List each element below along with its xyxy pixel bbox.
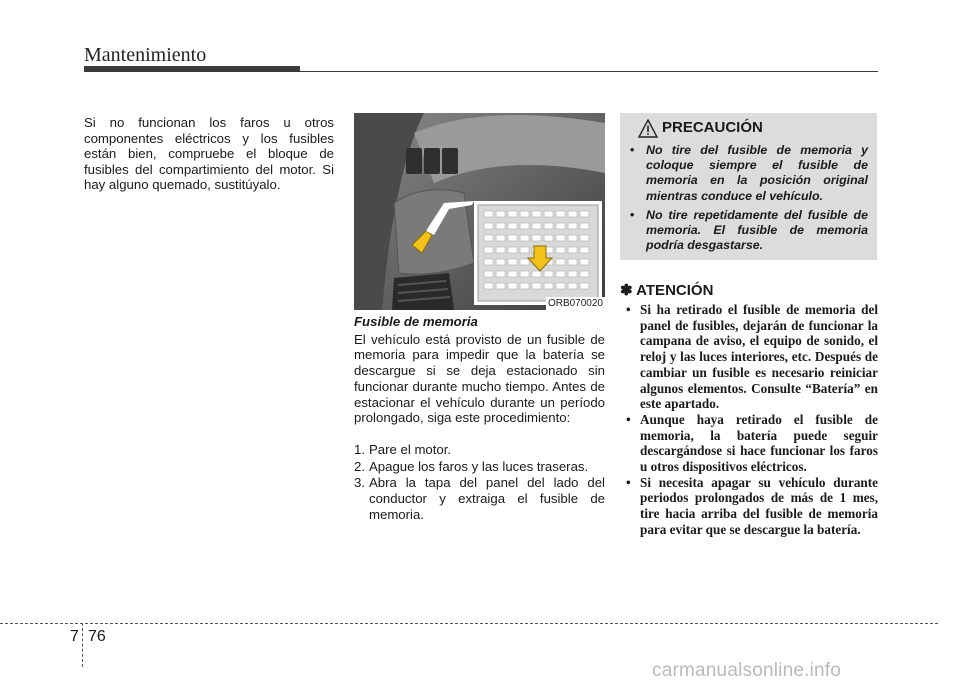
header-bar xyxy=(84,66,300,72)
watermark: carmanualsonline.info xyxy=(652,660,842,681)
intro-paragraph: Si no funcionan los faros u otros componentes eléctricos y los fusibles están bien, compruebe el bloque de fusibles del compartimiento del motor. Si hay alguno quemado, sustitúyalo. xyxy=(84,115,334,193)
header-rule xyxy=(300,71,878,72)
list-item: • Si ha retirado el fusible de memoria del panel de fusibles, dejarán de funcionar la campana de aviso, el equipo de sonido, el reloj y las luces interiores, etc. Después de cambiar un fusible es necesario reiniciar algunos elementos. Consulte “Batería” en este apartado. xyxy=(626,302,878,412)
caution-header xyxy=(638,119,763,138)
footer-rule xyxy=(0,623,938,624)
attention-title: ✽ ATENCIÓN xyxy=(620,282,714,299)
chapter-number: 7 xyxy=(70,628,79,645)
list-item: 1. Pare el motor. xyxy=(354,441,452,457)
caution-title: PRECAUCIÓN xyxy=(662,119,763,136)
memory-fuse-section xyxy=(354,314,605,523)
warning-triangle-icon xyxy=(638,119,658,138)
fuse-panel-illustration xyxy=(354,113,605,310)
footer-divider xyxy=(82,623,83,667)
list-item: 2. Apague los faros y las luces traseras. xyxy=(354,458,589,474)
figure-caption: Fusible de memoria xyxy=(354,314,478,329)
list-item: • Aunque haya retirado el fusible de memoria, la batería puede seguir descargándose si hace funcionar los faros u otros dispositivos eléctricos. xyxy=(626,411,878,475)
list-item: • Si necesita apagar su vehículo durante periodos prolongados de más de 1 mes, tire hacia arriba del fusible de memoria para evitar que se descargue la batería. xyxy=(626,474,878,537)
attention-list xyxy=(620,302,878,538)
memory-fuse-paragraph: El vehículo está provisto de un fusible de memoria para impedir que la batería se descargue si se deja estacionado sin funcionar durante mucho tiempo. Antes de estacionar el vehículo durante un período prolongado, siga este procedimiento: xyxy=(354,331,605,426)
section-title: Mantenimiento xyxy=(84,44,207,66)
caution-box xyxy=(620,113,877,260)
figure-code: ORB070020 xyxy=(547,298,603,309)
list-item: 3. Abra la tapa del panel del lado del conductor y extraiga el fusible de memoria. xyxy=(354,475,605,522)
fuse-panel-photo xyxy=(354,113,605,310)
list-item: • No tire del fusible de memoria y coloque siempre el fusible de memoria en la posición original mientras conduce el vehículo. xyxy=(630,143,868,203)
list-item: • No tire repetidamente del fusible de memoria. El fusible de memoria podría desgastarse. xyxy=(630,207,868,253)
caution-list xyxy=(630,143,868,257)
page-number: 76 xyxy=(88,628,106,645)
procedure-steps xyxy=(354,442,605,523)
